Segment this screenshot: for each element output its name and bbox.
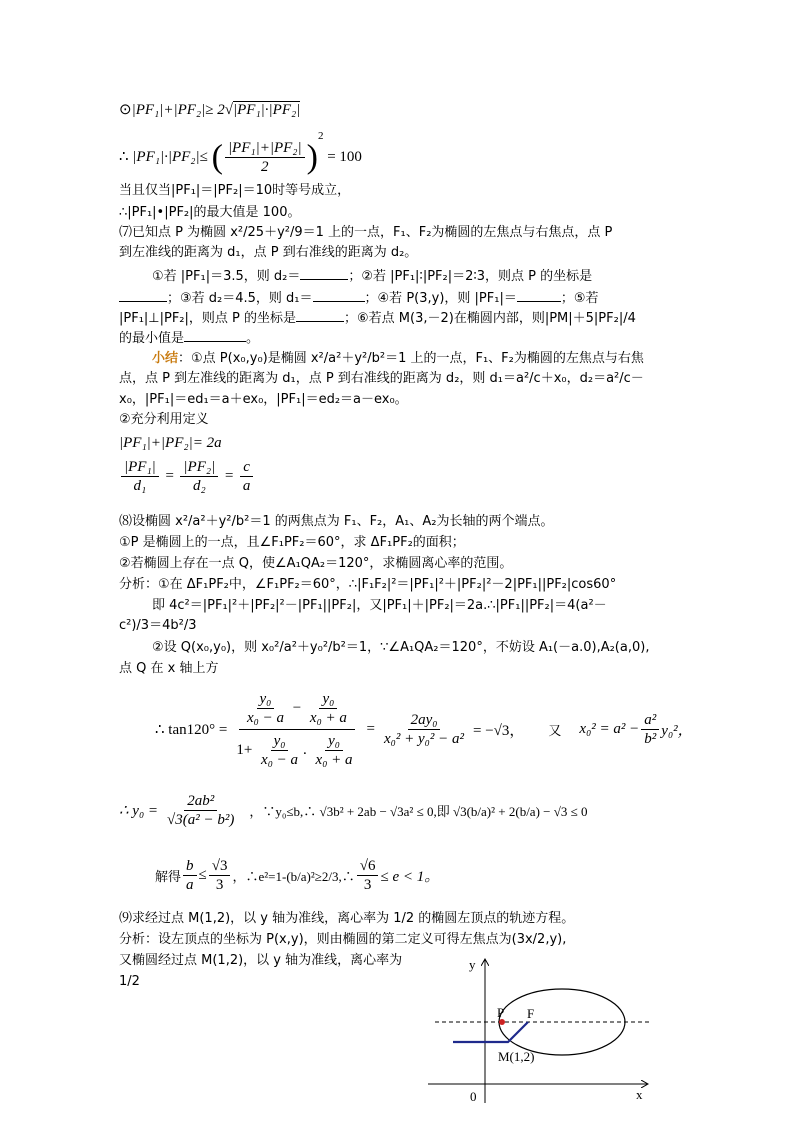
tan-mid-fraction: $\frac{\text{2ay₀}}{\text{x₀² + y₀² − a²}}$ [384,712,464,747]
summary-line-4: ②充分利用定义 [119,412,209,427]
summary-text: ：①点 P(x₀,y₀)是椭圆 x²/a²＋y²/b²＝1 上的一点，F₁、F₂为椭圆的左焦点与右焦 [178,351,644,366]
problem-7-line-4 [119,288,598,308]
analysis-line-4: ②设 Q(x₀,y₀)，则 x₀²/a²＋y₀²/b²＝1，∵∠A₁QA₂＝120°，不妨设 A₁(－a.0),A₂(a,0), [152,640,650,655]
product-line [119,130,362,177]
problem-8-line-2: ①P 是椭圆上的一点，且∠F₁PF₂＝60°，求 ΔF₁PF₂的面积； [119,535,465,550]
ratio-frac-2: $\frac{\text{|PF₂|}}{\text{d₂}}$ [180,458,218,495]
product-num: |PF₁|+|PF₂| [225,139,305,158]
q6-text-2: 的最小值是 [119,331,185,346]
solve-text: 解得 [155,870,182,885]
q5-text: ；⑤若 [560,291,599,306]
line-3: 当且仅当|PF₁|＝|PF₂|＝10时等号成立， [119,183,351,198]
q6-text: ；⑥若点 M(3,－2)在椭圆内部，则|PM|＋5|PF₂|/4 [344,311,636,326]
analysis-line-3: c²)/3＝4b²/3 [119,618,197,633]
problem-7-line-3 [152,266,592,286]
q3-text: ；③若 d₂＝4.5，则 d₁＝ [167,291,313,306]
ratio-frac-1: $\frac{\text{|PF₁|}}{\text{d₁}}$ [121,458,159,495]
problem-8-line-1: ⑻设椭圆 x²/a²＋y²/b²＝1 的两焦点为 F₁、F₂，A₁、A₂为长轴的两个端点。 [119,514,554,529]
product-fraction [225,139,305,176]
summary-line-2: 点，点 P 到左准线的距离为 d₁，点 P 到右准线的距离为 d₂，则 d₁＝a²/c＋x₀，d₂＝a²/c－ [119,371,644,386]
summary-line-3: x₀，|PF₁|＝ed₁＝a＋ex₀，|PF₁|＝ed₂＝a－ex₀。 [119,392,408,407]
also-text: 又 [548,724,562,739]
definition-sum: |PF₁|+|PF₂|= 2a [119,435,222,451]
origin-label: 0 [470,1089,477,1104]
therefore-symbol: ∴ [119,149,129,165]
summary-label: 小结 [152,351,179,366]
x-axis-label: x [636,1087,643,1102]
problem-7-line-1: ⑺已知点 P 为椭圆 x²/25＋y²/9＝1 上的一点，F₁、F₂为椭圆的左焦点与右焦点，点 P [119,225,613,240]
f-label: F [527,1006,535,1021]
m-label: M(1,2) [498,1049,535,1064]
ratio-frac-3: $\frac{c}{a}$ [240,458,254,495]
problem-9-line-2: 分析：设左顶点的坐标为 P(x,y)，则由椭圆的第二定义可得左焦点为(3x/2,y), [119,932,567,947]
x0sq-lhs: x₀² = a² − [579,721,640,737]
answer-blank-6[interactable] [184,328,246,342]
ellipse-figure [425,955,660,1105]
left-paren: ( [211,138,223,176]
x0sq-tail: y₀²， [661,723,693,739]
solve-mid: ，∴e²=1-(b/a)²≥2/3,∴ [232,869,355,884]
locus-segment [453,1022,528,1042]
sqrt-symbol: √ [224,102,233,118]
problem-9-line-1: ⑼求经过点 M(1,2)，以 y 轴为准线，离心率为 1/2 的椭圆左顶点的轨迹方程。 [119,911,575,926]
line-4: ∴|PF₁|•|PF₂|的最大值是 100。 [119,205,301,220]
q1-text: ①若 |PF₁|＝3.5，则 d₂＝ [152,269,301,284]
problem-7-line-2: 到左准线的距离为 d₁，点 P 到右准线的距离为 d₂。 [119,245,418,260]
product-den: 2 [261,159,269,176]
analysis-line-1: 分析：①在 ΔF₁PF₂中，∠F₁PF₂＝60°，∴|F₁F₂|²＝|PF₁|²＋|PF₂|²－2|PF₁||PF₂|cos60° [119,577,617,592]
analysis-line-2: 即 4c²＝|PF₁|²＋|PF₂|²－|PF₁||PF₂|，又|PF₁|＋|PF₂|＝2a.∴|PF₁||PF₂|＝4(a²－ [152,598,607,613]
solve-line: 解得 $\frac{b}{a}$ ≤ $\frac{√3}{3}$ ，∴e²=1-(b/a)²≥2/3,∴ $\frac{√6}{3}$ ≤ e < 1。 [155,858,440,893]
answer-blank-4[interactable] [517,288,561,302]
answer-blank-5[interactable] [296,308,344,322]
answer-blank-1[interactable] [300,266,348,280]
analysis-line-5: 点 Q 在 x 轴上方 [119,661,219,676]
ineq-line [119,100,300,119]
q2-text: ；②若 |PF₁|∶|PF₂|＝2∶3，则点 P 的坐标是 [348,269,593,284]
answer-blank-3[interactable] [313,288,365,302]
product-rhs: = 100 [327,149,362,165]
solve-end: ≤ e < 1。 [380,869,440,885]
problem-7-line-6 [119,328,259,348]
p-label: P [497,1005,505,1020]
ineq-lhs: |PF₁|+|PF₂|≥ 2 [131,102,225,118]
y0-lead: ∴ y₀ = [119,803,159,819]
problem-8-line-3: ②若椭圆上存在一点 Q，使∠A₁QA₂＝120°，求椭圆离心率的范围。 [119,556,513,571]
answer-blank-2[interactable] [119,288,167,302]
square-exponent: 2 [317,130,324,142]
tan-equation: ∴ tan120° = $\frac{\text{y₀}}{\text{x₀ − a}}$ − $\frac{\text{y₀}}{\text{x₀ + a}}$ 1+ $\frac{\text{y₀}}{\text{x₀ − a}}$ . $\frac{\text{y₀}}{\text{x₀ + a}}$ = $\frac{\text{2ay₀}}{\text{x₀² + y₀² − a²}}$ = −√3， 又 x₀² = a² − $\frac{\text{a²}}{\text{b²}}$ y₀²， [155,691,693,768]
y0-fraction: $\frac{\text{2ab²}}{\text{√3(a² − b²)}}$ [167,793,235,828]
tan-rhs: = −√3， [473,723,525,739]
y0-mid: ，∵y₀≤b,∴ √3b² + 2ab − √3a² ≤ 0,即 √3(b/a)² + 2(b/a) − √3 ≤ 0 [249,804,588,819]
because-symbol: ⊙ [119,102,132,118]
problem-9-line-4: 1/2 [119,974,140,989]
ineq-root: |PF₁|·|PF₂| [233,102,301,118]
problem-9-line-3: 又椭圆经过点 M(1,2)，以 y 轴为准线，离心率为 [119,953,403,968]
period: 。 [246,331,260,346]
summary-line-1 [152,350,644,368]
tan-big-fraction: $\frac{\text{y₀}}{\text{x₀ − a}}$ − $\frac{\text{y₀}}{\text{x₀ + a}}$ 1+ $\frac{\text{y₀}}{\text{x₀ − a}}$ . $\frac{\text{y₀}}{\text{x₀ + a}}$ [233,690,360,769]
problem-7-line-5 [119,308,636,328]
y-axis-label: y [469,957,476,972]
q5-text-2: |PF₁|⊥|PF₂|，则点 P 的坐标是 [119,311,297,326]
right-paren: ) [306,138,318,176]
ratio-line: $\frac{\text{|PF₁|}}{\text{d₁}}$ = $\frac{\text{|PF₂|}}{\text{d₂}}$ = $\frac{c}{a}$ [119,458,255,495]
q4-text: ；④若 P(3,y)，则 |PF₁|＝ [364,291,517,306]
product-lhs: |PF₁|·|PF₂|≤ [132,149,208,165]
y0-equation [119,792,588,829]
tan-lead: ∴ tan120° = [155,722,228,738]
